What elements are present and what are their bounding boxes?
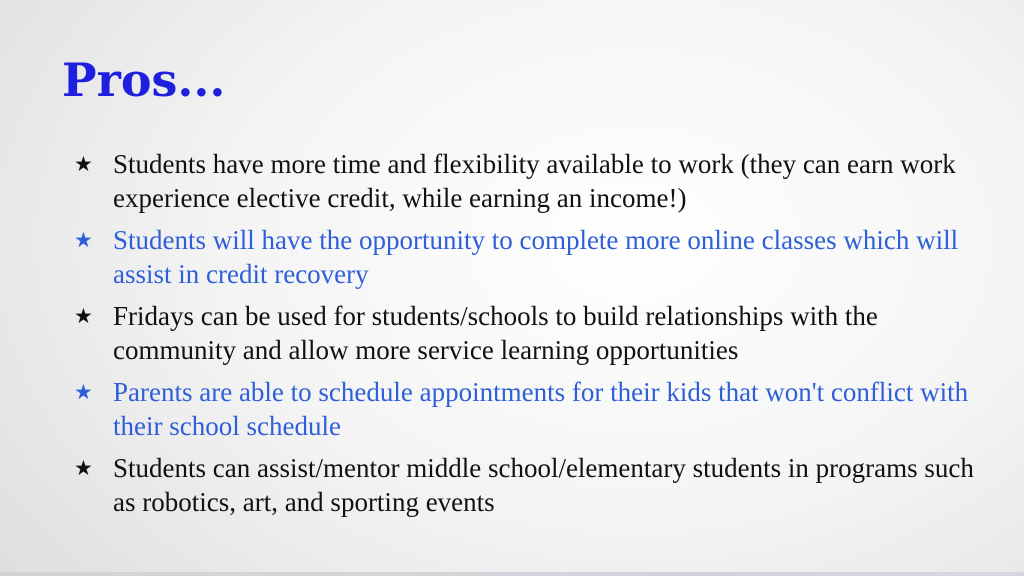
slide-title: Pros...: [62, 53, 226, 107]
bullet-text: Parents are able to schedule appointments for their kids that won't conflict with their school schedule: [113, 377, 969, 441]
bullet-text: Students can assist/mentor middle school/elementary students in programs such as robotics, art, and sporting events: [113, 453, 974, 517]
bullet-item-3: [74, 299, 974, 367]
star-icon: ★: [74, 456, 93, 480]
bullet-item-5: [74, 451, 974, 519]
footer-divider: [0, 572, 1024, 576]
bullet-text: Students have more time and flexibility available to work (they can earn work experience elective credit, while earning an income!): [113, 149, 956, 213]
bullet-item-4: [74, 375, 974, 443]
bullet-item-1: [74, 147, 974, 215]
star-icon: ★: [74, 304, 93, 328]
star-icon: ★: [74, 228, 93, 252]
bullet-list: [74, 147, 974, 527]
bullet-text: Students will have the opportunity to complete more online classes which will assist in credit recovery: [113, 225, 959, 289]
star-icon: ★: [74, 380, 93, 404]
bullet-item-2: [74, 223, 974, 291]
bullet-text: Fridays can be used for students/schools to build relationships with the community and allow more service learning opportunities: [113, 301, 878, 365]
star-icon: ★: [74, 152, 93, 176]
